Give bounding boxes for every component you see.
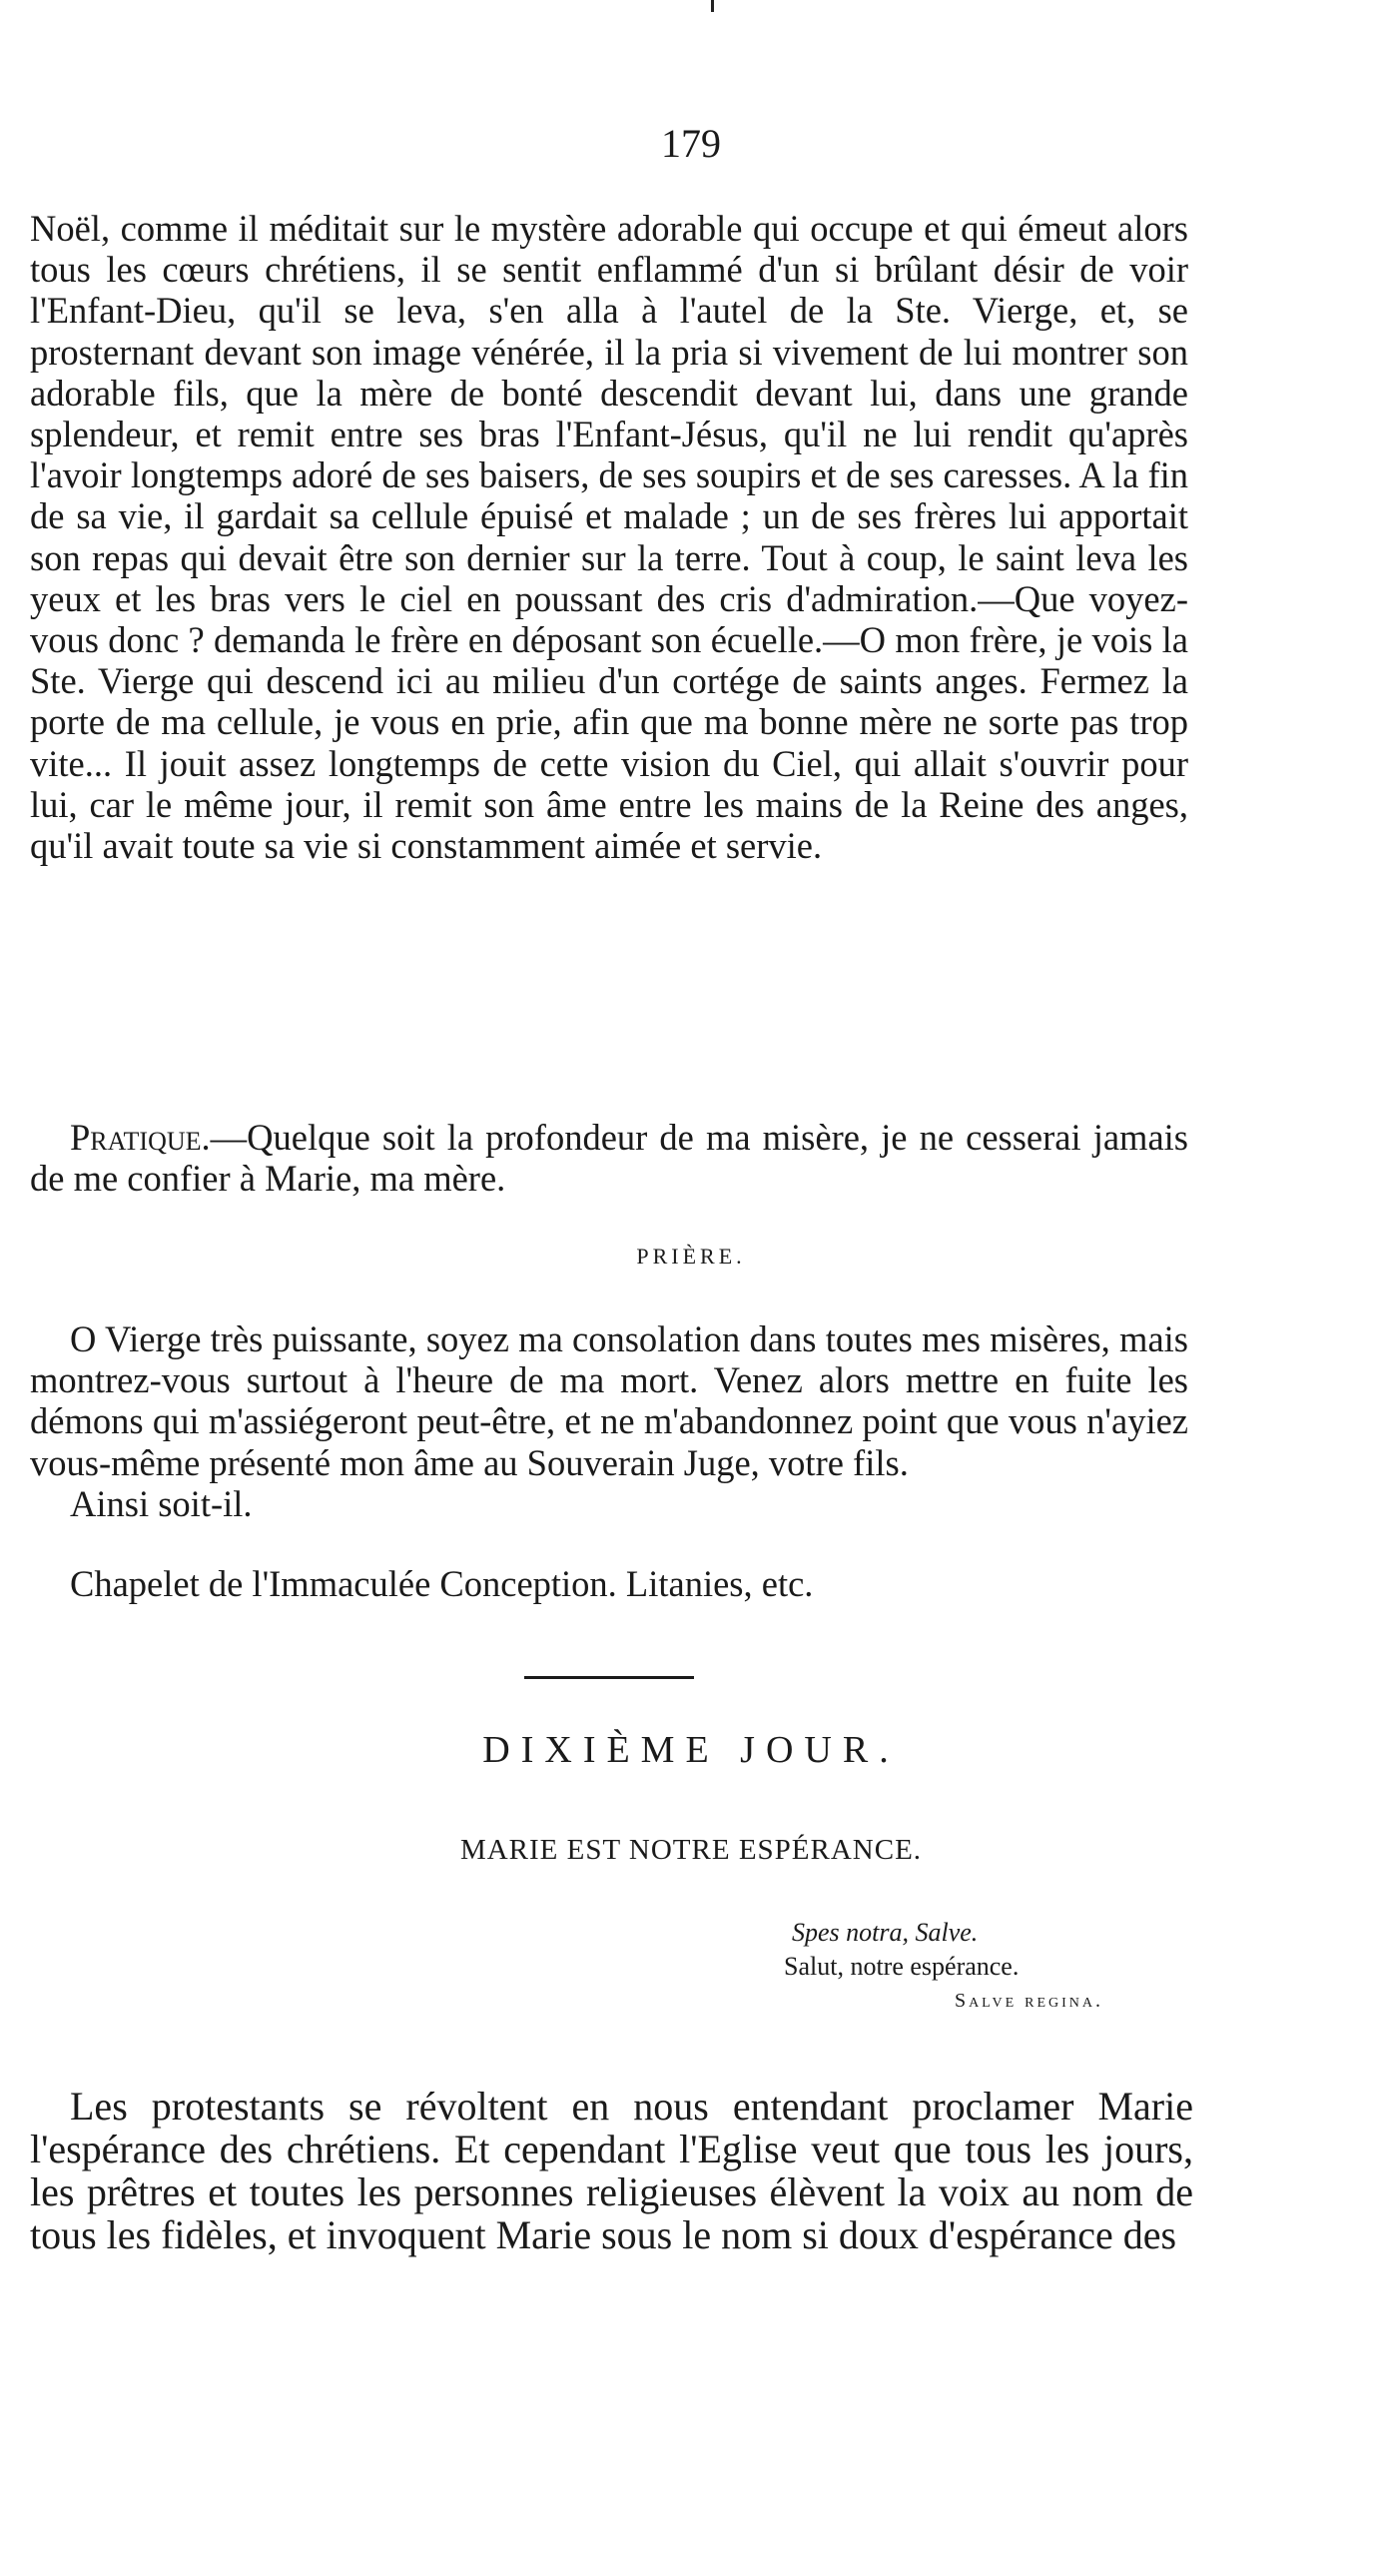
day-title: DIXIÈME JOUR. bbox=[482, 1729, 900, 1771]
epigraph-source: Salve regina. bbox=[954, 1990, 1103, 2012]
chapelet-text: Chapelet de l'Immaculée Conception. Litanies, etc. bbox=[70, 1563, 814, 1604]
main-paragraph bbox=[30, 208, 1188, 866]
main-paragraph-text: Noël, comme il méditait sur le mystère adorable qui occupe et qui émeut alors tous les cœurs chrétiens, il se sentit enflammé d'un si brûlant désir de voir l'Enfant-Dieu, qu'il se leva, s'en alla à l'autel de la Ste. Vierge, et, se prosternant devant son image vénérée, il la pria si vivement de lui montrer son adorable fils, que la mère de bonté descendit devant lui, dans une grande splendeur, et remit entre ses bras l'Enfant-Jésus, qu'il ne lui rendit qu'après l'avoir longtemps adoré de ses baisers, de ses soupirs et de ses caresses. A la fin de sa vie, il gardait sa cellule épuisé et malade ; un de ses frères lui apportait son repas qui devait être son dernier sur la terre. Tout à coup, le saint leva les yeux et les bras vers le ciel en poussant des cris d'admiration.—Que voyez-vous donc ? demanda le frère en déposant son écuelle.—O mon frère, je vois la Ste. Vierge qui descend ici au milieu d'un cortége de saints anges. Fermez la porte de ma cellule, je vous en prie, afin que ma bonne mère ne sorte pas trop vite... Il jouit assez longtemps de cette vision du Ciel, qui allait s'ouvrir pour lui, car le même jour, il remit son âme entre les mains de la Reine des anges, qu'il avait toute sa vie si constamment aimée et servie. bbox=[30, 208, 1188, 867]
practice-text: —Quelque soit la profondeur de ma misère, je ne cesserai jamais de me confier à Marie, ma mère. bbox=[30, 1117, 1188, 1200]
amen-line: Ainsi soit-il. bbox=[70, 1482, 253, 1524]
page-number: 179 bbox=[661, 121, 721, 166]
epigraph-latin: Spes notra, Salve. bbox=[792, 1918, 979, 1947]
chapter-subtitle: MARIE EST NOTRE ESPÉRANCE. bbox=[459, 1834, 923, 1866]
epigraph bbox=[784, 1916, 1143, 2018]
section-divider bbox=[524, 1676, 694, 1679]
prayer-paragraph bbox=[30, 1318, 1188, 1524]
practice-line bbox=[30, 1117, 1188, 1199]
prayer-text: O Vierge très puissante, soyez ma consolation dans toutes mes misères, mais montrez-vous surtout à l'heure de ma mort. Venez alors mettre en fuite les démons qui m'assiégeront peut-être, et ne m'abandonnez point que vous n'ayiez vous-même présenté mon âme au Souverain Juge, votre fils. bbox=[30, 1318, 1188, 1483]
final-paragraph bbox=[30, 2085, 1193, 2256]
practice-label: Pratique. bbox=[70, 1117, 211, 1158]
page-edge-mark bbox=[711, 0, 714, 12]
chapelet-paragraph bbox=[30, 1563, 1188, 1604]
practice-paragraph bbox=[30, 1117, 1188, 1199]
prayer-title: PRIÈRE. bbox=[636, 1244, 746, 1269]
epigraph-french: Salut, notre espérance. bbox=[784, 1952, 1020, 1981]
final-paragraph-text: Les protestants se révoltent en nous entendant proclamer Marie l'espérance des chrétiens. Et cependant l'Eglise veut que tous les jours, les prêtres et toutes les personnes religieuses élèvent la voix au nom de tous les fidèles, et invoquent Marie sous le nom si doux d'espérance des bbox=[30, 2084, 1193, 2257]
